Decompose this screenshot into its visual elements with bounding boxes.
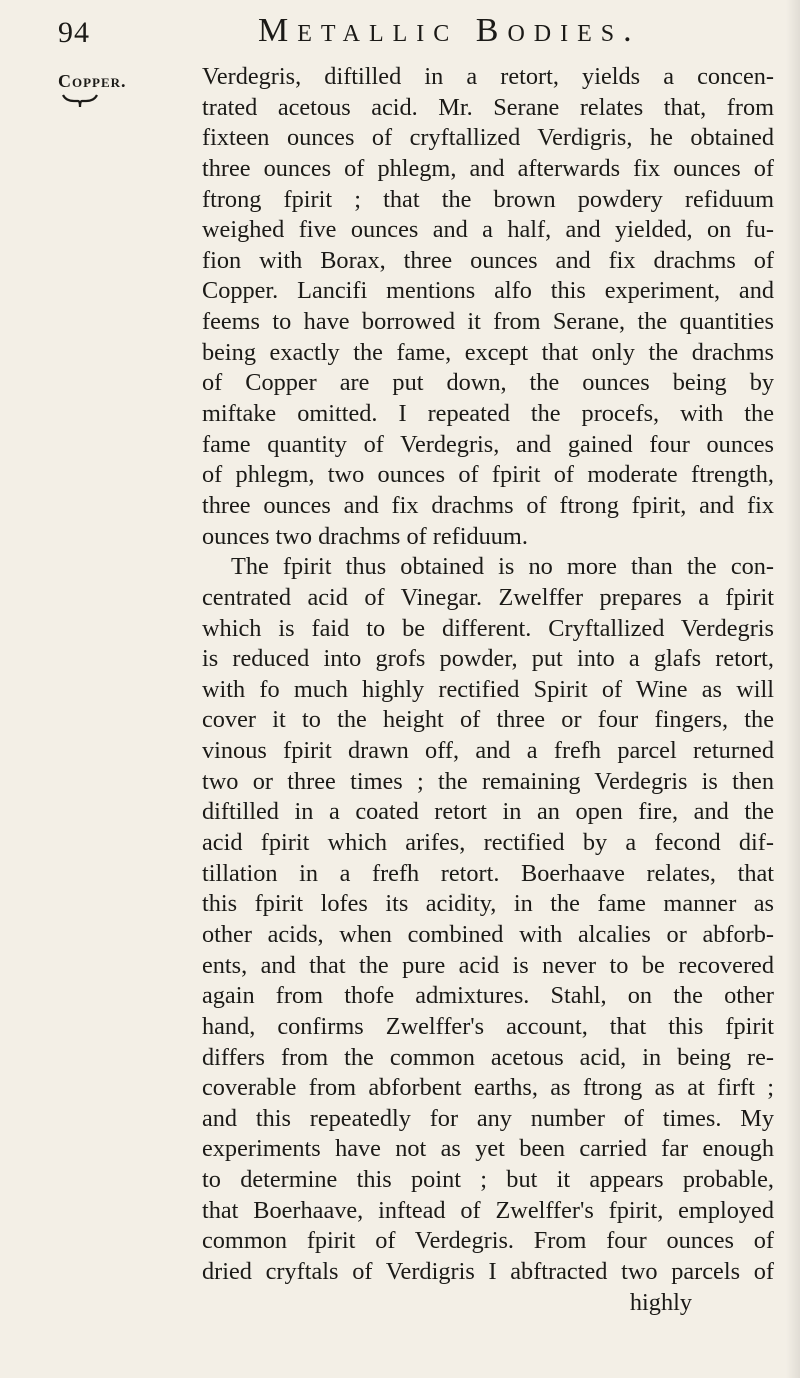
text-line: fixteen ounces of cryftallized Verdigris, he obtained [202,124,774,152]
text-line: hand, confirms Zwelffer's account, that this fpirit [202,1012,774,1040]
text-line: to determine this point ; but it appears probable, [202,1166,774,1194]
text-line: feems to have borrowed it from Serane, the quantities [202,308,774,336]
text-line: which is faid to be different. Cryftallized Verdegris [202,614,774,642]
text-line: other acids, when combined with alcalies or abforb- [202,920,774,948]
text-line: this fpirit lofes its acidity, in the fame manner as [202,890,774,918]
text-line: experiments have not as yet been carried far enough [202,1135,774,1163]
text-line: tillation in a frefh retort. Boerhaave relates, that [202,859,774,887]
text-line: centrated acid of Vinegar. Zwelffer prepares a fpirit [202,583,774,611]
text-line: with fo much highly rectified Spirit of Wine as will [202,675,774,703]
text-line: dried cryftals of Verdigris I abftracted two parcels of [202,1258,774,1285]
text-line: common fpirit of Verdegris. From four ounces of [202,1227,774,1255]
text-line: three ounces and fix drachms of ftrong fpirit, and fix [202,491,774,519]
text-line: cover it to the height of three or four fingers, the [202,706,774,734]
page-edge-shadow [786,0,800,1378]
text-line: differs from the common acetous acid, in being re- [202,1043,774,1071]
text-line: and this repeatedly for any number of times. My [202,1104,774,1132]
text-line: miftake omitted. I repeated the procefs, with the [202,400,774,428]
text-line: ents, and that the pure acid is never to be recovered [202,951,774,979]
margin-note: Copper. [58,71,127,91]
text-line: ftrong fpirit ; that the brown powdery refiduum [202,185,774,213]
text-line: acid fpirit which arifes, rectified by a fecond dif- [202,829,774,857]
text-line: Verdegris, diftilled in a retort, yields a concen- [202,63,774,90]
text-line: two or three times ; the remaining Verdegris is then [202,767,774,795]
page-number: 94 [58,16,90,49]
text-line: is reduced into grofs powder, put into a glafs retort, [202,645,774,673]
text-line: trated acetous acid. Mr. Serane relates that, from [202,93,774,121]
text-line: diftilled in a coated retort in an open fire, and the [202,798,774,826]
text-line: Copper. Lancifi mentions alfo this experiment, and [202,277,774,305]
text-line: The fpirit thus obtained is no more than the con- [231,553,774,581]
text-line: vinous fpirit drawn off, and a frefh parcel returned [202,737,774,765]
catchword: highly [629,1288,692,1316]
text-line: being exactly the fame, except that only the drachms [202,338,774,366]
text-line: coverable from abforbent earths, as ftrong as at firft ; [202,1074,774,1102]
text-line: weighed five ounces and a half, and yielded, on fu- [202,216,774,244]
text-line: three ounces of phlegm, and afterwards fix ounces of [202,154,774,182]
text-line: of Copper are put down, the ounces being by [202,369,774,397]
text-line: that Boerhaave, inftead of Zwelffer's fpirit, employed [202,1196,774,1224]
text-line: ounces two drachms of refiduum. [202,522,528,550]
text-line: again from thofe admixtures. Stahl, on the other [202,982,774,1010]
running-head: Metallic Bodies. [258,12,641,49]
text-line: of phlegm, two ounces of fpirit of moderate ftrength, [202,461,774,489]
text-line: fame quantity of Verdegris, and gained four ounces [202,430,774,458]
text-line: fion with Borax, three ounces and fix drachms of [202,246,774,274]
body-text [54,62,774,1318]
